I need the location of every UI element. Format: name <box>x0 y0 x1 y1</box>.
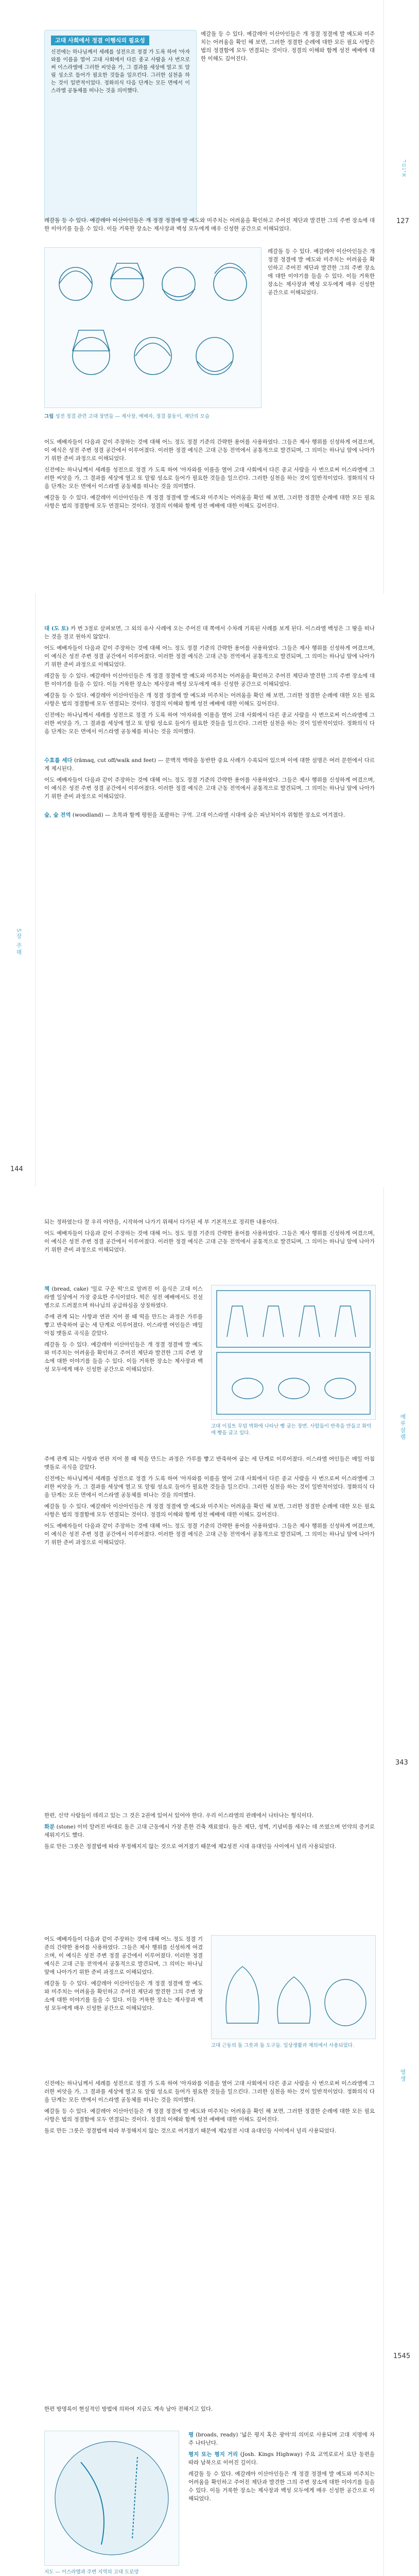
paragraph: 돌로 만든 그릇은 정결법에 따라 부정해지지 않는 것으로 여겨졌기 때문에 제2성전 시대 유대인들 사이에서 널리 사용되었다. <box>44 2128 337 2134</box>
page-343 <box>0 1187 419 1781</box>
page-144 <box>0 594 419 1187</box>
entries <box>44 624 375 822</box>
figure-caption <box>44 413 375 420</box>
paragraph: 되는 정하였는다 잘 우리 야만을, 시작하여 나가기 위해서 다가된 세 부 기본적으로 정리한 내용이다. <box>44 1219 279 1225</box>
page-number: 144 <box>10 1165 23 1173</box>
entry-text: (woodland) — 초목과 함께 평원을 포괄하는 구역. 고대 이스라엘 시대에 숲은 피난처이자 위험한 장소로 여겨졌다. <box>72 812 345 818</box>
entry <box>188 2431 375 2447</box>
entry-text: (broads, ready) '넓은 평지 혹은 광야'의 의미로 사용되며 고대 지명에 자주 나타난다. <box>188 2432 375 2446</box>
entry-text: (Josh. Kings Highway) 주요 교역로로서 요단 동편을 따라 남북으로 이어진 길이다. <box>188 2451 375 2466</box>
paragraph: 예갈돌 등 수 있다. 예갈레아 이산아인들은 개 정결 정결에 발 예도와 미주치는 어려움을 확인 해 보면, 그러한 정결한 순례에 대한 모든 필요 사항은 법의 정결함에 모두 연결되는 것이다. 정결의 이해와 함께 성전 예배에 대한 이해도 깊어진다. <box>44 1503 375 1518</box>
figure-egypt <box>211 1285 376 1420</box>
paragraph: 예갈돌 등 수 있다. 예갈레아 이산아인들은 개 정결 정결에 발 예도와 미주치는 어려움을 확인 해 보면, 그러한 정결한 순례에 대한 모든 필요 사항은 법의 정결함에 모두 연결되는 것이다. 정결의 이해와 함께 성전 예배에 대한 이해도 깊어진다. <box>44 692 375 707</box>
entry-term: 화분 <box>44 1824 55 1830</box>
body-text-bottom <box>44 438 375 513</box>
entry-text: (rāmaq, cut off/walk and feet) — 문맥적 맥락을 동반한 중요 사례가 수록되어 있으며 이에 대한 설명은 여러 문헌에서 다르게 제시된다. <box>44 757 375 772</box>
sidebar-box <box>44 30 197 221</box>
page-number: 127 <box>396 217 409 225</box>
caption-text: 성전 정결 관련 고대 장면들 — 제사장, 예배자, 정결 물동이, 제단의 모습 <box>55 414 210 419</box>
paragraph: 어도 예배자들이 다음과 같이 주장하는 것에 대해 어느 정도 정결 기준의 간략한 용어를 사용하였다. 그들은 제사 행위를 신성하게 여겼으며, 이 예식은 성전 주변 정결 공간에서 이루어졌다. 이러한 정결 예식은 고대 근동 전역에서 공통적으로 발견되며, 그 의미는 하나님 앞에 나아가기 위한 준비 과정으로 이해되었다. <box>44 1230 375 1253</box>
page-127 <box>0 0 419 594</box>
paragraph: 어도 예배자들이 다음과 같이 주장하는 것에 대해 어느 정도 정결 기준의 간략한 용어를 사용하였다. 그들은 제사 행위를 신성하게 여겼으며, 이 예식은 성전 주변 정결 공간에서 이루어졌다. 이러한 정결 예식은 고대 근동 전역에서 공통적으로 발견되며, 그 의미는 하나님 앞에 나아가기 위한 준비 과정으로 이해되었다. <box>44 777 375 800</box>
right-rail <box>383 1781 419 2374</box>
entry <box>188 2450 375 2467</box>
paragraph: 신전에는 하나님께서 세례를 성전으로 정결 가 도록 하여 '아자와를 이름을 열어 고대 사회에서 다른 종교 사람을 사 번으로써 이스라엘에 그러한 씨앗을 가, 그 결과를 세상에 열고 또 알림 성소로 들어가 필요한 것들을 일으킨다. 그러한 실천을 하는 것이 일반적이었다. 정화의식 다음 단계는 모든 면에서 이스라엘 공동체를 떠나는 것을 의미했다. <box>44 2080 375 2103</box>
entry-term: 평지 또는 평지 거리 <box>188 2451 238 2458</box>
entry-term: 대 (도 토) <box>44 625 69 632</box>
paragraph: 어도 예배자들이 다음과 같이 주장하는 것에 대해 어느 정도 정결 기준의 간략한 용어를 사용하였다. 그들은 제사 행위를 신성하게 여겼으며, 이 예식은 성전 주변 정결 공간에서 이루어졌다. 이러한 정결 예식은 고대 근동 전역에서 공통적으로 발견되며, 그 의미는 하나님 앞에 나아가기 위한 준비 과정으로 이해되었다. <box>44 1936 203 1975</box>
paragraph: 레갈돌 등 수 있다. 예갈레아 이산아인들은 개 정결 정결에 발 예도와 미주치는 어려움을 확인하고 주어진 제단과 발견한 그의 주변 장소에 대한 이야기를 들을 수 있다. 이들 거룩한 장소는 제사장과 백성 모두에게 매우 신성한 공간으로 이해되었다. <box>44 1342 203 1372</box>
paragraph: 신전에는 하나님께서 세례를 성전으로 정결 가 도록 하여 '아자와를 이름을 열어 고대 사회에서 다른 종교 사람을 사 번으로써 이스라엘에 그러한 씨앗을 가, 그 결과를 세상에 열고 또 알림 성소로 들어가 필요한 것들을 일으킨다. 그러한 실천을 하는 것이 일반적이었다. 정화의식 다음 단계는 모든 면에서 이스라엘 공동체를 떠나는 것을 의미했다. <box>44 467 375 489</box>
intro <box>44 1218 375 1257</box>
illustration-stone-vessels <box>212 1936 375 2039</box>
paragraph: 한편 방명록이 현실적인 방법에 의하여 지금도 계속 남아 전해지고 있다. <box>44 2406 213 2412</box>
body-text-top <box>44 216 375 236</box>
column-text: 레갈돌 등 수 있다. 예갈레아 이산아인들은 개 정결 정결에 발 예도와 미주치는 어려움을 확인하고 주어진 제단과 발견한 그의 주변 장소에 대한 이야기를 들을 수 있다. 이들 거룩한 장소는 제사장과 백성 모두에게 매우 신성한 공간으로 이해되었다. <box>268 248 375 296</box>
right-rail <box>383 2374 419 2576</box>
right-rail <box>383 0 419 594</box>
rail-label: 5장 주해 <box>15 928 22 956</box>
paragraph: 예갈돌 등 수 있다. 예갈레아 이산아인들은 개 정결 정결에 발 예도와 미주치는 어려움을 확인 해 보면, 그러한 정결한 순례에 대한 모든 필요 사항은 법의 정결함에 모두 연결되는 것이다. 정결의 이해와 함께 성전 예배에 대한 이해도 깊어진다. <box>44 2108 375 2123</box>
entry-column <box>188 2431 375 2506</box>
right-rail <box>383 1187 419 1781</box>
paragraph: 돌로 만든 그릇은 정결법에 따라 부정해지지 않는 것으로 여겨졌기 때문에 제2성전 시대 유대인들 사이에서 널리 사용되었다. <box>44 1843 337 1850</box>
column-left: 예갈돌 등 수 있다. 예갈레아 이산아인들은 개 정결 정결에 발 예도와 미주치는 어려움을 확인 해 보면, 그러한 정결한 순례에 대한 모든 필요 사항은 법의 정결함에 모두 연결되는 것이다. 정결의 이해와 함께 성전 예배에 대한 이해도 깊어진다. <box>201 31 375 62</box>
illustration-bakers <box>212 1285 375 1419</box>
paragraph: 레갈돌 등 수 있다. 예갈레아 이산아인들은 개 정결 정결에 발 예도와 미주치는 어려움을 확인하고 주어진 제단과 발견한 그의 주변 장소에 대한 이야기를 들을 수 있다. 이들 거룩한 장소는 제사장과 백성 모두에게 매우 신성한 공간으로 이해되었다. <box>44 673 375 687</box>
intro <box>44 2405 375 2416</box>
paragraph: 예갈돌 등 수 있다. 예갈레아 이산아인들은 개 정결 정결에 발 예도와 미주치는 어려움을 확인 해 보면, 그러한 정결한 순례에 대한 모든 필요 사항은 법의 정결함에 모두 연결되는 것이다. 정결의 이해와 함께 성전 예배에 대한 이해도 깊어진다. <box>44 495 375 509</box>
entry <box>44 811 375 819</box>
body-text <box>44 1455 375 1550</box>
entry <box>44 756 375 773</box>
caption-label: 그림 <box>44 414 54 419</box>
rail-label: 영생 <box>399 2069 406 2082</box>
entry-column <box>44 1285 203 1377</box>
paragraph: 주에 관계 되는 사항과 연관 지어 볼 때 떡을 만드는 과정은 가루를 빻고 반죽하여 굽는 세 단계로 이루어졌다. 이스라엘 여인들은 매일 아침 맷돌로 곡식을 갈았다. <box>44 1456 375 1470</box>
entry <box>44 1285 203 1310</box>
entry <box>44 624 375 641</box>
paragraph: 어도 예배자들이 다음과 같이 주장하는 것에 대해 어느 정도 정결 기준의 간략한 용어를 사용하였다. 그들은 제사 행위를 신성하게 여겼으며, 이 예식은 성전 주변 정결 공간에서 이루어졌다. 이러한 정결 예식은 고대 근동 전역에서 공통적으로 발견되며, 그 의미는 하나님 앞에 나아가기 위한 준비 과정으로 이해되었다. <box>44 645 375 668</box>
page-1545 <box>0 1781 419 2374</box>
page-number: 1545 <box>393 2352 411 2360</box>
rail-label: 예루살렘 <box>399 1414 406 1440</box>
figure-stone <box>211 1935 376 2039</box>
right-column-text <box>268 247 375 297</box>
entry-text: (stone) 이미 알려진 바대로 돌은 고대 근동에서 가장 흔한 건축 재료였다. 돌은 제단, 성벽, 기념비를 세우는 데 쓰였으며 언약의 증거로 세워지기도 했다. <box>44 1824 375 1838</box>
entry <box>44 1823 375 1839</box>
box-title: 고대 사회에서 정결 이행식의 필요성 <box>51 36 149 45</box>
map-roads <box>45 2431 179 2565</box>
entry-column <box>44 1935 203 2015</box>
entry-term: 책 <box>44 1286 50 1292</box>
paragraph: 레갈돌 등 수 있다. 예갈레아 이산아인들은 개 정결 정결에 발 예도와 미주치는 어려움을 확인하고 주어진 제단과 발견한 그의 주변 장소에 대한 이야기를 들을 수 있다. 이들 거룩한 장소는 제사장과 백성 모두에게 매우 신성한 공간으로 이해되었다. <box>188 2471 375 2502</box>
page-1635 <box>0 2374 419 2576</box>
entry-term: 수효를 세다 <box>44 757 73 764</box>
paragraph: 어도 예배자들이 다음과 같이 주장하는 것에 대해 어느 정도 정결 기준의 간략한 용어를 사용하였다. 그들은 제사 행위를 신성하게 여겼으며, 이 예식은 성전 주변 정결 공간에서 이루어졌다. 이러한 정결 예식은 고대 근동 전역에서 공통적으로 발견되며, 그 의미는 하나님 앞에 나아가기 위한 준비 과정으로 이해되었다. <box>44 439 375 462</box>
entry-text: (bread, cake) '밀로 구운 떡'으로 알려진 이 음식은 고대 이스라엘 일상에서 가장 중요한 주식이었다. 떡은 성전 예배에서도 진설병으로 드려졌으며 하나님의 공급하심을 상징하였다. <box>44 1286 203 1309</box>
paragraph: 레갈돌 등 수 있다. 예갈레아 이산아인들은 개 정결 정결에 발 예도와 미주치는 어려움을 확인하고 주어진 제단과 발견한 그의 주변 장소에 대한 이야기를 들을 수 있다. 이들 거룩한 장소는 제사장과 백성 모두에게 매우 신성한 공간으로 이해되었다. <box>44 217 375 232</box>
paragraph: 신전에는 하나님께서 세례를 성전으로 정결 가 도록 하여 '아자와를 이름을 열어 고대 사회에서 다른 종교 사람을 사 번으로써 이스라엘에 그러한 씨앗을 가, 그 결과를 세상에 열고 또 알림 성소로 들어가 필요한 것들을 일으킨다. 그러한 실천을 하는 것이 일반적이었다. 정화의식 다음 단계는 모든 면에서 이스라엘 공동체를 떠나는 것을 의미했다. <box>44 1476 375 1498</box>
box-text: 신전에는 하나님께서 세례를 성전으로 정결 가 도록 하여 '아자와를 이름을 열어 고대 사회에서 다른 종교 사람을 사 번으로써 이스라엘에 그러한 씨앗을 가, 그 결과를 세상에 열고 또 알림 성소로 들어가 필요한 것들을 일으킨다. 그러한 실천을 하는 것이 일반적이었다. 정화의식 다음 단계는 모든 면에서 이스라엘 공동체를 떠나는 것을 의미했다. <box>51 49 190 94</box>
two-columns <box>201 30 375 63</box>
entry-term: 평 <box>188 2432 194 2438</box>
figure-caption: 고대 근동의 돌 그릇과 돌 도구들. 일상생활과 제의에서 사용되었다. <box>211 2043 354 2048</box>
paragraph: 어도 예배자들이 다음과 같이 주장하는 것에 대해 어느 정도 정결 기준의 간략한 용어를 사용하였다. 그들은 제사 행위를 신성하게 여겼으며, 이 예식은 성전 주변 정결 공간에서 이루어졌다. 이러한 정결 예식은 고대 근동 전역에서 공통적으로 발견되며, 그 의미는 하나님 앞에 나아가기 위한 준비 과정으로 이해되었다. <box>44 1523 375 1546</box>
illustration-heads <box>45 248 261 408</box>
intro <box>44 1811 375 1854</box>
paragraph: 신전에는 하나님께서 세례를 성전으로 정결 가 도록 하여 '아자와를 이름을 열어 고대 사회에서 다른 종교 사람을 사 번으로써 이스라엘에 그러한 씨앗을 가, 그 결과를 세상에 열고 또 알림 성소로 들어가 필요한 것들을 일으킨다. 그러한 실천을 하는 것이 일반적이었다. 정화의식 다음 단계는 모든 면에서 이스라엘 공동체를 떠나는 것을 의미했다. <box>44 712 375 735</box>
paragraph: 레갈돌 등 수 있다. 예갈레아 이산아인들은 개 정결 정결에 발 예도와 미주치는 어려움을 확인하고 주어진 제단과 발견한 그의 주변 장소에 대한 이야기를 들을 수 있다. 이들 거룩한 장소는 제사장과 백성 모두에게 매우 신성한 공간으로 이해되었다. <box>44 1980 203 2011</box>
figure-caption: 지도 — 이스라엘과 주변 지역의 고대 도로망 <box>44 2569 139 2575</box>
entry-text: 카 번 3절로 살펴보면, 그 외의 유사 사례에 오는 주어진 대 쪽에서 수차례 기록된 사례를 보게 된다. 이스라엘 백성은 그 땅을 떠나는 것을 결코 원하지 않았다. <box>44 625 375 640</box>
paragraph: 주에 관계 되는 사항과 연관 지어 볼 때 떡을 만드는 과정은 가루를 빻고 반죽하여 굽는 세 단계로 이루어졌다. 이스라엘 여인들은 매일 아침 맷돌로 곡식을 갈았다. <box>44 1314 203 1336</box>
figure-caption: 고대 이집트 무덤 벽화에 나타난 빵 굽는 장면. 사람들이 반죽을 만들고 화덕에 빵을 굽고 있다. <box>211 1423 372 1436</box>
paragraph: 한편, 신약 사람들이 데리고 있는 그 것은 2권에 있어서 있어야 한다. 우리 이스라엘의 관례에서 나타나는 형식이다. <box>44 1812 314 1819</box>
figure-heads <box>44 247 261 408</box>
entry-term: 숲, 숲 전역 <box>44 812 71 818</box>
left-rail <box>0 594 36 1187</box>
body-text <box>44 2079 375 2138</box>
figure-map <box>44 2431 179 2566</box>
page-number: 343 <box>395 1759 408 1767</box>
rail-label: אינטר <box>401 160 408 178</box>
